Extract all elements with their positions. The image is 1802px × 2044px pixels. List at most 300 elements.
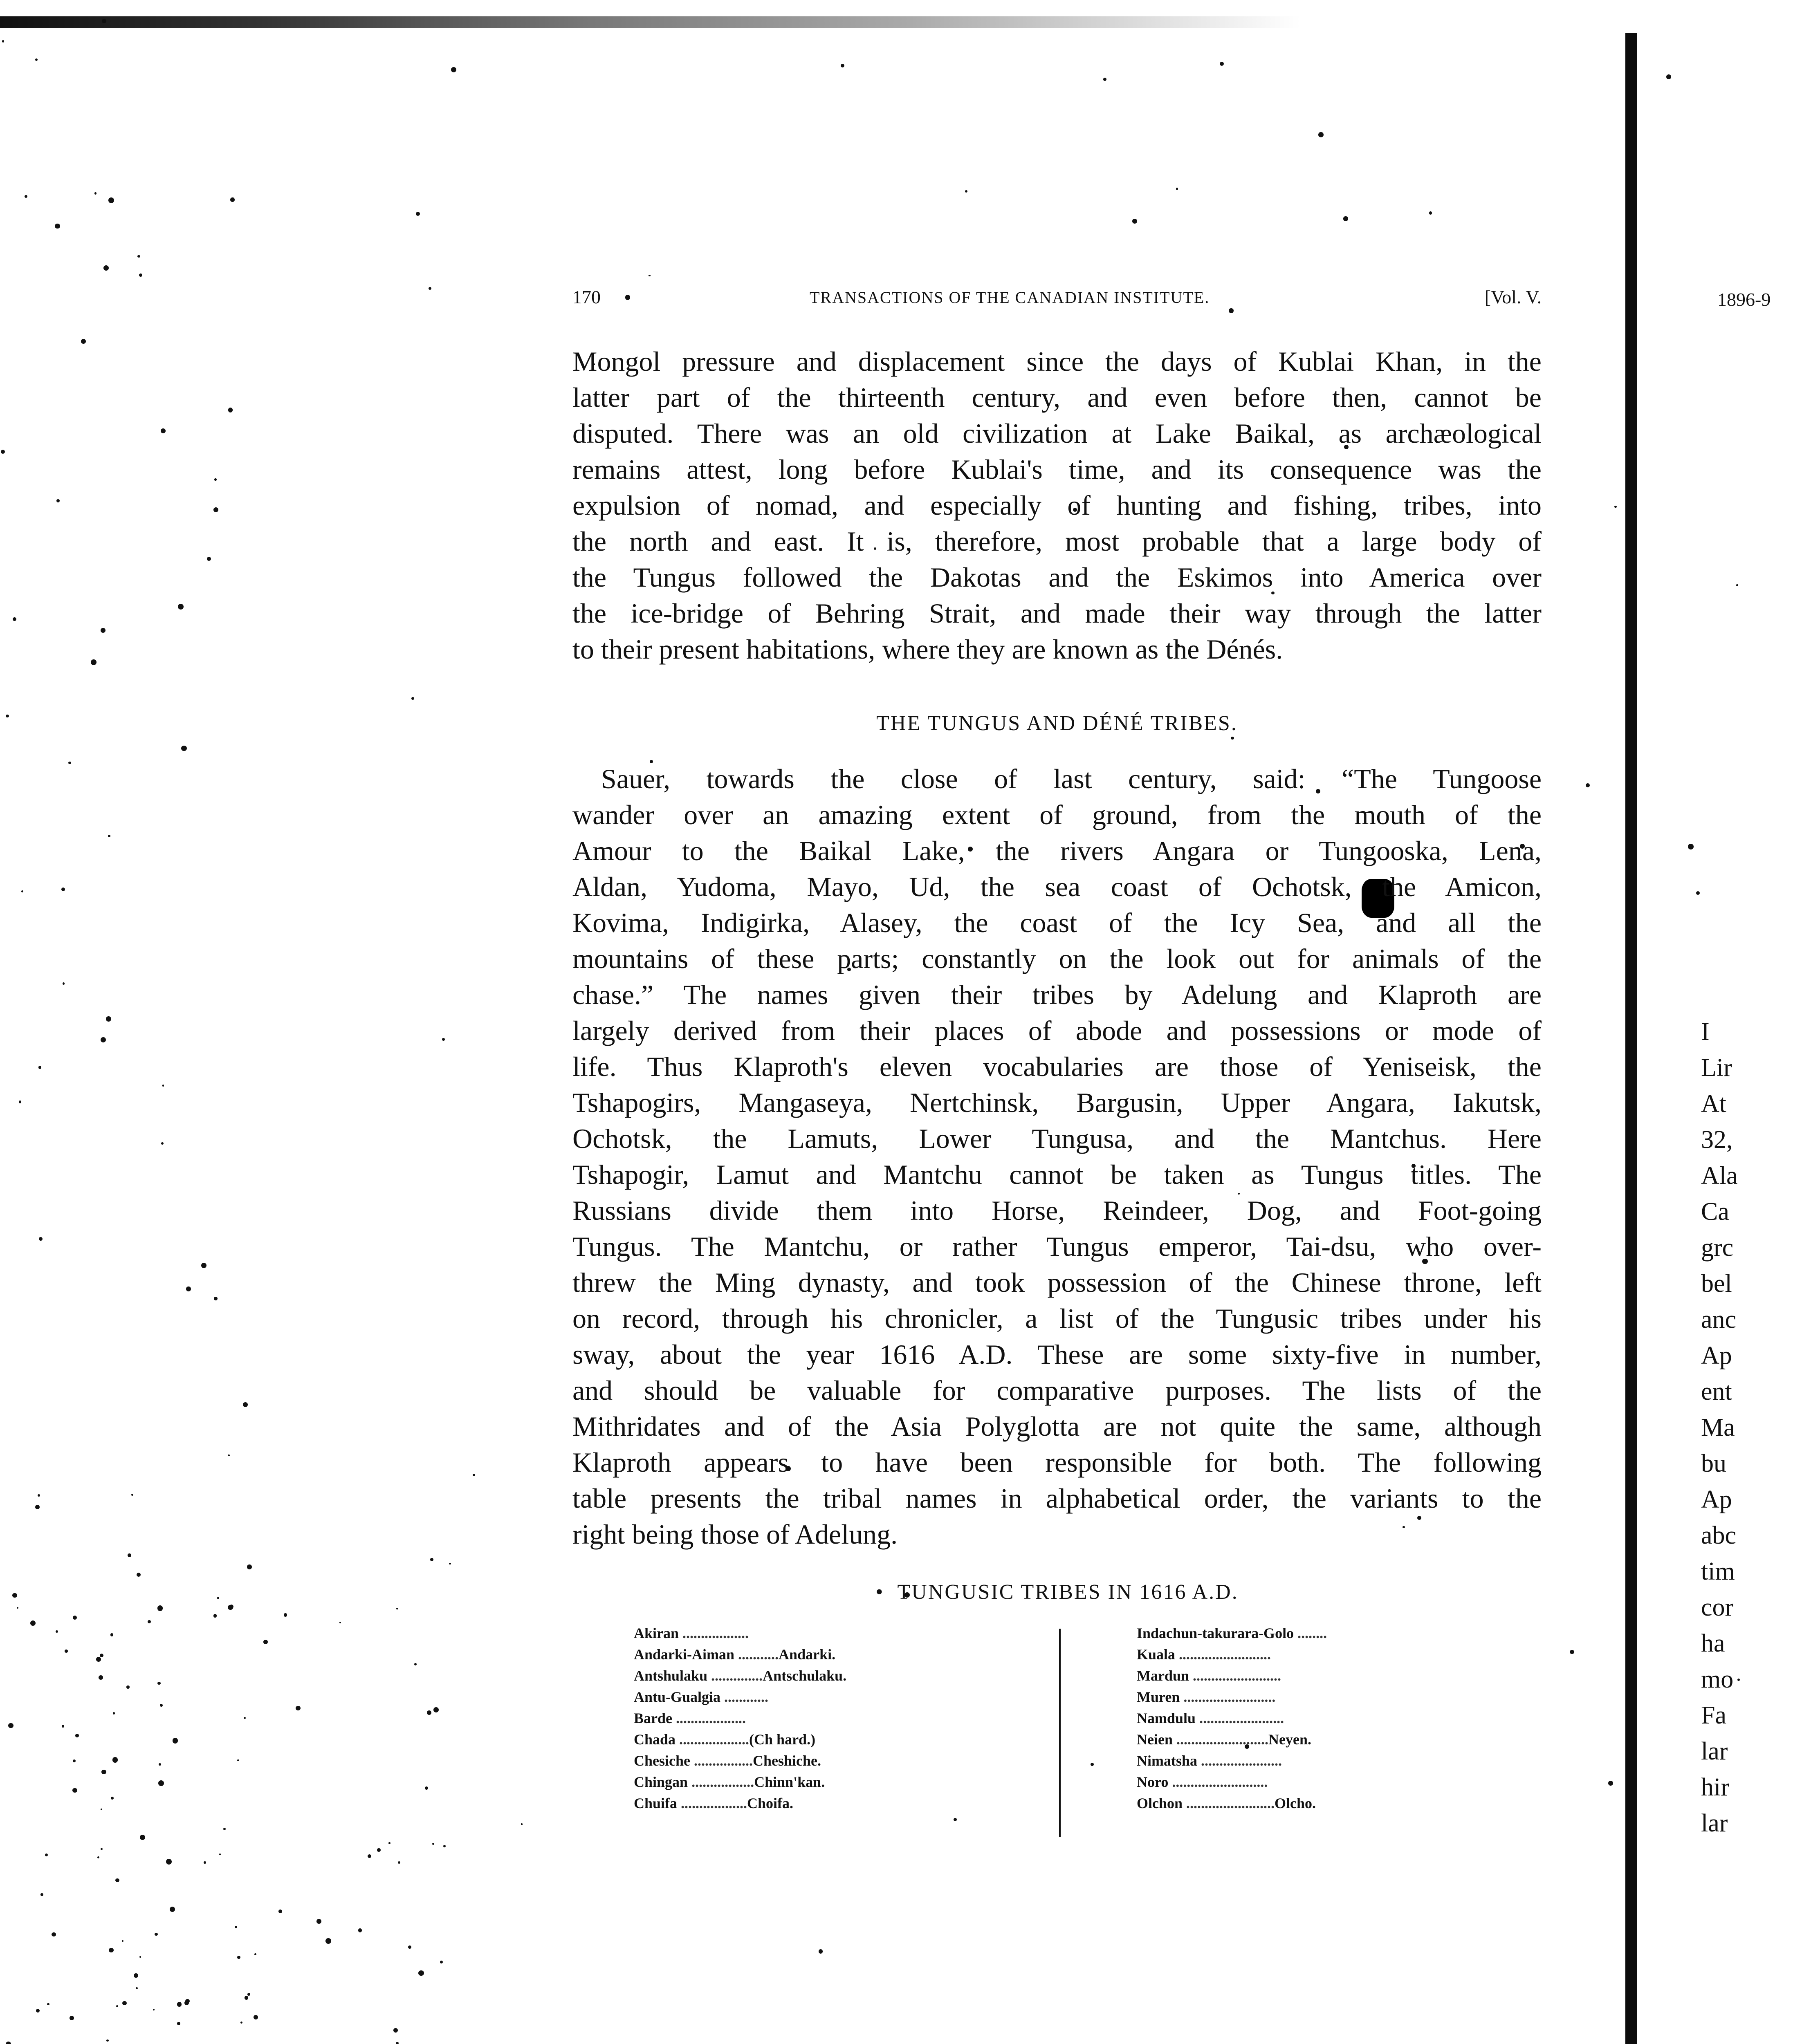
scan-speck (416, 212, 420, 216)
tribe-name: Antshulaku (634, 1667, 708, 1684)
facing-page-fragment: mo (1701, 1665, 1734, 1693)
tribe-row (1137, 1731, 1505, 1752)
tribe-row (634, 1625, 1043, 1646)
scan-speck (201, 1263, 206, 1268)
scan-speck (284, 1613, 287, 1616)
scan-speck (243, 1402, 248, 1407)
bullet-icon: • (875, 1580, 898, 1604)
scan-speck (35, 58, 38, 61)
scan-speck (73, 1759, 76, 1762)
scan-speck (161, 1142, 164, 1145)
scan-speck (1176, 188, 1178, 190)
scan-speck (6, 2042, 11, 2044)
book-spine-shadow (1625, 33, 1637, 2044)
facing-page-fragment: Lir (1701, 1054, 1732, 1082)
facing-page-fragment: grc (1701, 1234, 1734, 1262)
scan-speck (94, 192, 96, 194)
tribe-name: Andarki-Aiman (634, 1646, 735, 1663)
scan-speck (170, 1907, 175, 1912)
text-line: Aldan, Yudoma, Mayo, Ud, the sea coast of Ochotsk, the Amicon, (572, 871, 1542, 902)
scan-speck (73, 1616, 77, 1620)
tribe-name: Nimatsha (1137, 1753, 1198, 1769)
scan-speck (247, 1564, 252, 1569)
tribe-row (634, 1731, 1043, 1752)
tribe-name: Olchon (1137, 1795, 1183, 1811)
scan-speck (81, 339, 86, 344)
scan-speck (19, 1100, 21, 1103)
scan-speck (56, 1630, 58, 1633)
scan-speck (108, 197, 114, 203)
scan-speck (137, 255, 140, 258)
scan-speck (278, 1910, 282, 1913)
scan-speck (8, 1723, 13, 1728)
scan-speck (1586, 783, 1590, 788)
tribes-table (572, 1625, 1542, 1837)
tribe-name: Chesiche (634, 1753, 690, 1769)
scan-speck (451, 67, 456, 72)
scan-speck (153, 2009, 155, 2010)
scan-speck (181, 746, 186, 751)
scan-speck (12, 1593, 17, 1598)
scan-speck (177, 2022, 180, 2025)
scan-speck (819, 1949, 823, 1954)
leader-dots: ........................ (1183, 1795, 1275, 1811)
scan-speck (2, 40, 4, 43)
leader-dots: ............ (720, 1689, 769, 1705)
tribe-variant: (Ch hard.) (749, 1731, 816, 1748)
scan-speck (139, 1956, 141, 1958)
scan-speck (393, 2028, 398, 2033)
scan-speck (106, 2040, 108, 2042)
scan-speck (263, 1640, 268, 1644)
facing-page-fragment: lar (1701, 1737, 1728, 1765)
scan-speck (316, 1919, 321, 1924)
scan-speck (443, 1845, 446, 1847)
table-heading (572, 1580, 1542, 1604)
text-line: Klaproth appears to have been responsible for both. The following (572, 1447, 1542, 1478)
scan-speck (55, 224, 60, 229)
scan-speck (237, 1956, 240, 1959)
tribe-name: Barde (634, 1710, 672, 1726)
scan-speck (235, 1926, 237, 1928)
text-line: Tshapogirs, Mangaseya, Nertchinsk, Bargusin, Upper Angara, Iakutsk, (572, 1087, 1542, 1118)
leader-dots: ................. (688, 1774, 754, 1790)
scan-speck (245, 1996, 248, 1999)
scan-speck (254, 1953, 256, 1955)
scan-speck (36, 2009, 40, 2013)
facing-page-fragment: 32, (1701, 1126, 1733, 1154)
scan-speck (432, 1843, 435, 1845)
scan-speck (45, 1853, 48, 1856)
text-line: latter part of the thirteenth century, and even before then, cannot be (572, 382, 1542, 413)
tribes-column-left (634, 1625, 1043, 1816)
scan-speck (101, 1848, 103, 1850)
text-line: Russians divide them into Horse, Reindeer, Dog, and Foot-going (572, 1195, 1542, 1226)
volume-label: [Vol. V. (1484, 287, 1542, 307)
text-line: Tshapogir, Lamut and Mantchu cannot be taken as Tungus titles. The (572, 1159, 1542, 1190)
facing-page-fragment: tim (1701, 1558, 1735, 1585)
scan-speck (408, 1945, 411, 1949)
scan-speck (368, 1854, 371, 1858)
facing-page-year: 1896-9 (1717, 289, 1771, 310)
text-line: to their present habitations, where they are known as the Dénés. (572, 634, 1283, 665)
scan-speck (244, 1717, 246, 1719)
facing-page-fragment: lar (1701, 1809, 1728, 1837)
scan-speck (63, 982, 65, 985)
scan-speck (148, 1620, 151, 1623)
scan-speck (101, 1037, 106, 1042)
scan-speck (230, 197, 234, 202)
scan-speck (965, 190, 967, 193)
scan-speck (228, 1455, 230, 1457)
scan-speck (61, 888, 65, 891)
scan-speck (1429, 211, 1432, 214)
text-line: Mithridates and of the Asia Polyglotta are not quite the same, although (572, 1411, 1542, 1442)
text-line: Kovima, Indigirka, Alasey, the coast of the Icy Sea, and all the (572, 907, 1542, 938)
tribe-name: Muren (1137, 1689, 1180, 1705)
scan-speck (38, 1066, 41, 1069)
leader-dots: .......................... (1168, 1774, 1268, 1790)
scan-speck (649, 275, 650, 276)
scan-speck (1666, 74, 1671, 79)
scan-speck (223, 1828, 226, 1830)
tribe-name: Akiran (634, 1625, 679, 1641)
scan-speck (40, 1893, 43, 1896)
text-line: right being those of Adelung. (572, 1519, 898, 1550)
scan-speck (411, 697, 414, 700)
scan-speck (122, 2001, 127, 2006)
facing-page-fragment: At (1701, 1090, 1726, 1118)
scan-speck (204, 1861, 206, 1863)
page-number: 170 (572, 287, 601, 307)
leader-dots: ................ (690, 1753, 753, 1769)
tribe-row (634, 1773, 1043, 1795)
scan-speck (425, 1786, 428, 1790)
tribe-row (1137, 1710, 1505, 1731)
scan-speck (440, 1961, 442, 1963)
tribe-name: Chingan (634, 1774, 688, 1790)
tribe-name: Indachun-takurara-Golo (1137, 1625, 1294, 1641)
tribe-variant: Olcho. (1275, 1795, 1316, 1811)
tribe-name: Chada (634, 1731, 676, 1748)
scan-speck (396, 2042, 399, 2044)
scan-speck (237, 1759, 239, 1761)
scan-speck (99, 1675, 103, 1680)
scan-speck (103, 265, 109, 271)
leader-dots: ......................... (1175, 1646, 1271, 1663)
running-title: TRANSACTIONS OF THE CANADIAN INSTITUTE. (810, 288, 1210, 307)
scan-speck (214, 478, 216, 480)
scan-speck (1132, 219, 1137, 224)
facing-page-fragment: bu (1701, 1450, 1726, 1477)
scan-speck (126, 1685, 130, 1689)
text-line: the Tungus followed the Dakotas and the Eskimos into America over (572, 562, 1542, 593)
scan-speck (155, 1933, 157, 1936)
scan-speck (358, 1928, 362, 1932)
leader-dots: .................. (679, 1625, 749, 1641)
facing-page-fragment: Fa (1701, 1701, 1726, 1729)
text-line: table presents the tribal names in alphabetical order, the variants to the (572, 1483, 1542, 1514)
facing-page-fragment: ent (1701, 1378, 1732, 1405)
facing-page-fragment: cor (1701, 1594, 1734, 1621)
tribe-variant: Chinn'kan. (754, 1774, 825, 1790)
text-line: Tungus. The Mantchu, or rather Tungus emperor, Tai-dsu, who over- (572, 1231, 1542, 1262)
scan-speck (173, 1738, 178, 1743)
scan-speck (115, 1878, 119, 1882)
scan-speck (140, 1835, 145, 1840)
scan-speck (122, 1940, 123, 1942)
scan-speck (1688, 844, 1693, 849)
scan-speck (433, 1707, 439, 1712)
text-line: sway, about the year 1616 A.D. These are some sixty-five in number, (572, 1339, 1542, 1370)
running-header (572, 286, 1542, 311)
scan-speck (442, 1038, 445, 1041)
scan-edge-top (0, 16, 1300, 28)
scan-speck (112, 1757, 118, 1762)
scan-speck (184, 2001, 189, 2005)
text-line: remains attest, long before Kublai's time, and its consequence was the (572, 454, 1542, 485)
tribe-name: Namdulu (1137, 1710, 1196, 1726)
leader-dots: .................. (677, 1795, 747, 1811)
tribe-variant: Cheshiche. (753, 1753, 821, 1769)
text-line: disputed. There was an old civilization at Lake Baikal, as archæological (572, 418, 1542, 449)
scan-speck (72, 1788, 77, 1793)
scan-speck (229, 1605, 233, 1609)
leader-dots: ...................... (1197, 1753, 1282, 1769)
scan-speck (97, 1856, 99, 1858)
scan-speck (388, 1842, 390, 1844)
scan-speck (1, 450, 5, 454)
scan-speck (110, 1633, 113, 1636)
facing-page-fragment: Ap (1701, 1342, 1732, 1369)
scan-speck (100, 1654, 103, 1657)
scan-speck (70, 2016, 74, 2020)
scan-speck (398, 1861, 400, 1864)
facing-page-fragment: ha (1701, 1629, 1725, 1657)
scan-speck (38, 1494, 40, 1497)
scan-speck (1570, 1650, 1574, 1654)
text-line: and should be valuable for comparative purposes. The lists of the (572, 1375, 1542, 1406)
scan-speck (139, 273, 142, 277)
tribe-variant: Choifa. (747, 1795, 794, 1811)
scan-speck (1318, 132, 1324, 137)
scan-speck (157, 1682, 160, 1685)
tribe-variant: Neyen. (1268, 1731, 1311, 1748)
scan-speck (65, 1650, 67, 1652)
scan-speck (159, 1763, 161, 1766)
tribe-row (1137, 1795, 1505, 1816)
scan-speck (207, 557, 211, 561)
scan-speck (131, 1494, 133, 1496)
scan-speck (396, 1608, 398, 1610)
tribe-name: Kuala (1137, 1646, 1176, 1663)
tribe-row (1137, 1625, 1505, 1646)
leader-dots: ........ (1294, 1625, 1327, 1641)
facing-page-fragment: anc (1701, 1306, 1737, 1334)
scan-speck (427, 1710, 431, 1715)
text-line: threw the Ming dynasty, and took possession of the Chinese throne, left (572, 1267, 1542, 1298)
scan-speck (21, 890, 23, 892)
facing-page-fragment: bel (1701, 1270, 1732, 1298)
scan-speck (418, 1970, 424, 1976)
tribe-name: Noro (1137, 1774, 1169, 1790)
text-line: Amour to the Baikal Lake, the rivers Angara or Tungooska, Lena, (572, 835, 1542, 866)
scan-speck (162, 1085, 164, 1087)
scan-speck (157, 1605, 163, 1611)
scan-speck (111, 1797, 114, 1800)
scan-speck (186, 1286, 191, 1291)
scan-speck (108, 835, 110, 837)
scan-speck (6, 715, 9, 718)
facing-page-column (1701, 1014, 1738, 1841)
tribe-row (634, 1795, 1043, 1816)
scan-speck (247, 1993, 250, 1996)
scan-speck (1736, 584, 1738, 586)
tribes-column-right (1137, 1625, 1505, 1816)
leader-dots: ......................... (1180, 1689, 1276, 1705)
scan-speck (91, 659, 96, 665)
scan-speck (101, 1770, 106, 1775)
scan-speck (137, 1573, 141, 1577)
scan-speck (109, 1948, 113, 1952)
scan-speck (213, 507, 218, 512)
tribe-variant: Andarki. (779, 1646, 836, 1663)
scan-speck (116, 2005, 118, 2007)
scan-speck (377, 1848, 380, 1851)
scan-speck (1696, 891, 1700, 895)
text-line: on record, through his chronicler, a list of the Tungusic tribes under his (572, 1303, 1542, 1334)
scan-speck (106, 1016, 111, 1022)
scan-speck (217, 1597, 219, 1599)
tribe-row (1137, 1752, 1505, 1773)
facing-page-fragment: Ap (1701, 1486, 1732, 1513)
scan-speck (75, 1734, 79, 1737)
scan-speck (254, 2015, 258, 2019)
table-title: TUNGUSIC TRIBES IN 1616 A.D. (897, 1580, 1239, 1604)
leader-dots: .............. (707, 1667, 763, 1684)
scan-speck (161, 428, 166, 433)
scan-speck (429, 287, 431, 290)
scan-speck (160, 1704, 163, 1707)
scan-speck (13, 617, 16, 621)
facing-page-fragment: abc (1701, 1522, 1737, 1549)
paragraph-sauer (572, 761, 1542, 1552)
scan-speck (325, 1938, 331, 1944)
tribe-row (634, 1688, 1043, 1710)
scan-speck (113, 1712, 115, 1715)
scan-speck (101, 628, 105, 633)
text-line: mountains of these parts; constantly on the look out for animals of the (572, 943, 1542, 974)
tribe-name: Neien (1137, 1731, 1173, 1748)
tribe-row (1137, 1773, 1505, 1795)
scan-speck (228, 408, 233, 412)
tribe-name: Chuifa (634, 1795, 678, 1811)
scan-speck (96, 1657, 101, 1662)
scan-speck (178, 604, 184, 610)
leader-dots: ......................... (1172, 1731, 1268, 1748)
scan-speck (296, 1706, 300, 1710)
scan-speck (1737, 1679, 1740, 1681)
tribe-name: Mardun (1137, 1667, 1189, 1684)
scan-speck (213, 1614, 217, 1618)
scan-speck (52, 1932, 56, 1936)
scan-speck (35, 1505, 40, 1509)
paragraph-intro (572, 343, 1542, 667)
section-heading: THE TUNGUS AND DÉNÉ TRIBES. (876, 712, 1238, 735)
scan-speck (339, 1622, 341, 1623)
facing-page-fragment: Ma (1701, 1414, 1735, 1441)
scan-speck (521, 1823, 523, 1825)
scan-speck (17, 1607, 18, 1609)
scan-speck (177, 2002, 182, 2006)
scan-speck (240, 2022, 242, 2024)
scan-speck (414, 1663, 417, 1665)
text-line: the north and east. It is, therefore, most probable that a large body of (572, 526, 1542, 557)
tribe-row (1137, 1646, 1505, 1667)
scan-speck (136, 1987, 138, 1989)
leader-dots: ................... (675, 1731, 750, 1748)
scan-speck (166, 1859, 172, 1865)
scan-speck (30, 1620, 36, 1626)
tribe-variant: Antschulaku. (763, 1667, 847, 1684)
tribe-row (634, 1646, 1043, 1667)
scan-speck (128, 1553, 131, 1557)
scan-speck (56, 499, 60, 502)
tribe-row (634, 1667, 1043, 1688)
tribe-row (1137, 1667, 1505, 1688)
scan-speck (430, 1558, 433, 1561)
facing-page-fragment: I (1701, 1018, 1710, 1046)
scan-speck (47, 2003, 49, 2006)
text-line: chase.” The names given their tribes by Adelung and Klaproth are (572, 979, 1542, 1010)
tribe-row (1137, 1688, 1505, 1710)
scan-speck (68, 762, 71, 764)
scan-speck (62, 1725, 65, 1728)
scan-speck (841, 64, 844, 67)
scan-speck (158, 1780, 164, 1786)
tribe-name: Antu-Gualgia (634, 1689, 721, 1705)
scan-speck (1103, 78, 1106, 81)
scan-speck (1608, 1781, 1613, 1786)
leader-dots: ........................ (1189, 1667, 1281, 1684)
book-page (572, 286, 1542, 1837)
scan-speck (134, 1973, 138, 1978)
scan-speck (473, 1474, 475, 1476)
facing-page-fragment: hir (1701, 1773, 1729, 1801)
scan-speck (449, 1563, 451, 1564)
scan-speck (39, 1237, 43, 1241)
scan-speck (1343, 216, 1348, 221)
text-line: Mongol pressure and displacement since the days of Kublai Khan, in the (572, 346, 1542, 377)
scan-speck (214, 1297, 218, 1300)
scan-speck (1220, 62, 1224, 66)
tribe-row (634, 1710, 1043, 1731)
leader-dots: ....................... (1196, 1710, 1284, 1726)
text-line: the ice-bridge of Behring Strait, and made their way through the latter (572, 598, 1542, 629)
text-line: largely derived from their places of abode and possessions or mode of (572, 1015, 1542, 1046)
text-line: expulsion of nomad, and especially of hunting and fishing, tribes, into (572, 490, 1542, 521)
leader-dots: ........... (734, 1646, 779, 1663)
text-line: life. Thus Klaproth's eleven vocabularies are those of Yeniseisk, the (572, 1051, 1542, 1082)
text-line: Ochotsk, the Lamuts, Lower Tungusa, and the Mantchus. Here (572, 1123, 1542, 1154)
scan-speck (25, 195, 27, 198)
facing-page-fragment: Ala (1701, 1162, 1738, 1190)
scan-speck (101, 1809, 102, 1810)
leader-dots: ................... (672, 1710, 746, 1726)
scan-speck (219, 1853, 221, 1855)
column-divider (1059, 1629, 1061, 1837)
facing-page-fragment: Ca (1701, 1198, 1729, 1226)
